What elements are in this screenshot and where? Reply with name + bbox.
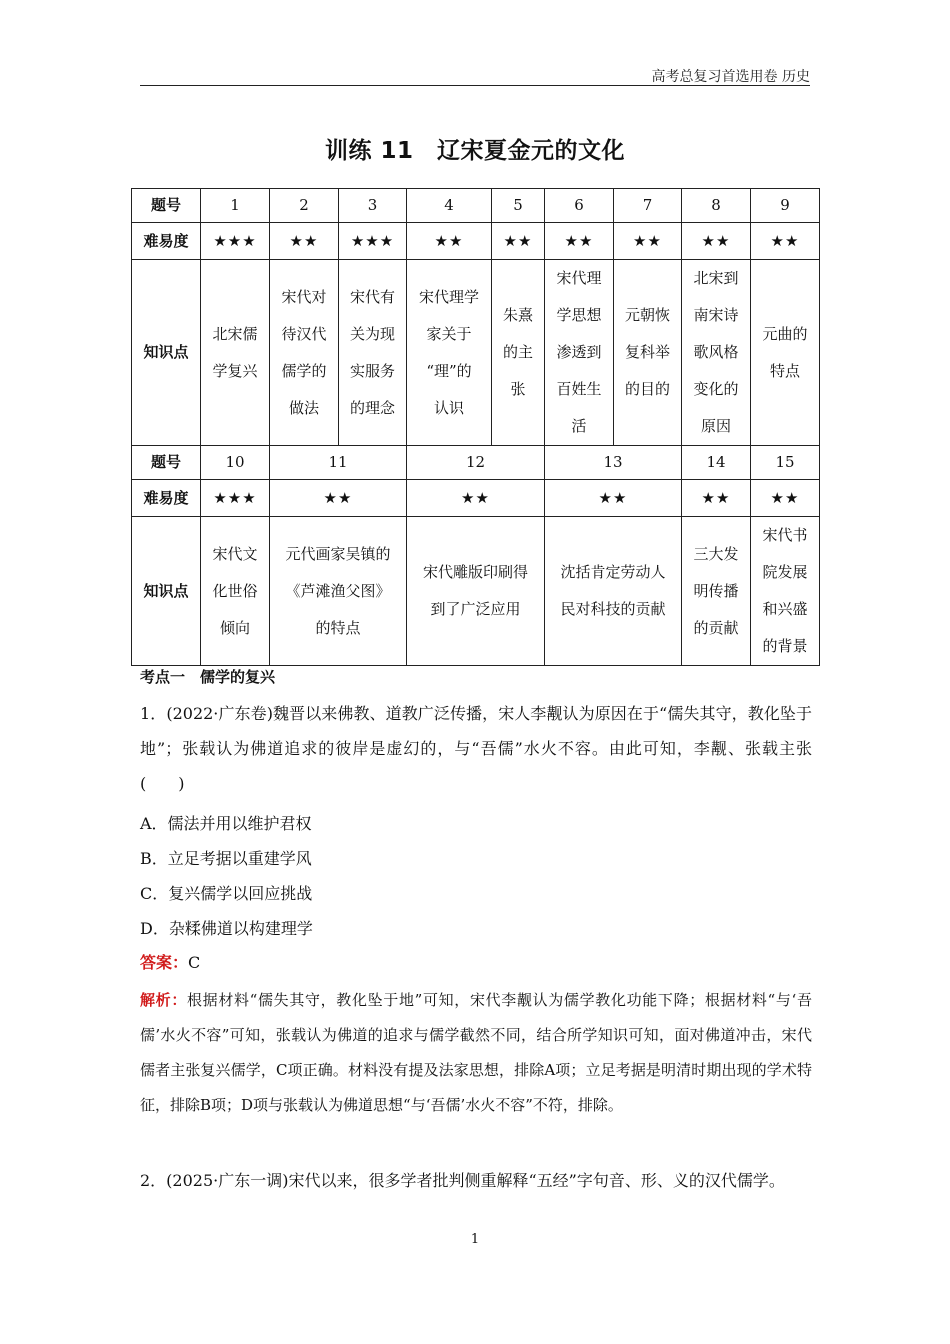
question-1-option-b: B．立足考据以重建学风 (140, 849, 312, 868)
knowledge-point-line: 关为现 (349, 324, 395, 343)
knowledge-point-cell (270, 517, 407, 666)
question-number-cell: 6 (545, 189, 614, 223)
question-1-option-c: C．复兴儒学以回应挑战 (140, 884, 313, 903)
question-1-option-a: A．儒法并用以维护君权 (140, 814, 312, 833)
knowledge-point-cell (201, 260, 270, 446)
knowledge-point-line: 的主 (502, 343, 533, 361)
difficulty-stars: ★★ (407, 223, 492, 260)
knowledge-point-line: 待汉代 (281, 324, 327, 343)
difficulty-stars: ★★★ (339, 223, 407, 260)
knowledge-point-line: “理”的 (426, 361, 472, 380)
question-number-cell: 3 (339, 189, 407, 223)
knowledge-point-line: 和兴盛 (762, 600, 808, 618)
difficulty-stars: ★★ (682, 223, 751, 260)
question-1-explanation (140, 983, 812, 1123)
knowledge-point-line: 宋代理学 (418, 287, 479, 306)
difficulty-stars: ★★ (270, 223, 339, 260)
row-label-difficulty: 难易度 (132, 480, 201, 517)
knowledge-point-line: 民对科技的贡献 (560, 600, 666, 618)
knowledge-point-line: 的目的 (624, 380, 670, 398)
question-2-stem: 2．(2025·广东一调)宋代以来，很多学者批判侧重解释“五经”字句音、形、义的汉代儒学。 (140, 1171, 785, 1190)
question-number-cell: 8 (682, 189, 751, 223)
knowledge-point-line: 《芦滩渔父图》 (285, 581, 391, 600)
knowledge-point-line: 到了广泛应用 (430, 600, 521, 618)
answer-value: C (188, 953, 201, 972)
knowledge-point-line: 张 (510, 380, 526, 398)
knowledge-point-line: 实服务 (349, 361, 395, 380)
knowledge-point-line: 宋代对 (281, 287, 327, 306)
question-number-cell: 2 (270, 189, 339, 223)
answer-label: 答案： (140, 953, 189, 972)
question-number-cell: 13 (545, 446, 682, 480)
knowledge-point-line: 元代画家吴镇的 (285, 544, 391, 563)
knowledge-point-line: 宋代书 (762, 526, 808, 544)
question-number-cell: 11 (270, 446, 407, 480)
knowledge-point-line: 学复兴 (212, 361, 258, 380)
difficulty-stars: ★★★ (201, 480, 270, 517)
knowledge-point-cell (407, 260, 492, 446)
question-number-cell: 14 (682, 446, 751, 480)
knowledge-point-line: 渗透到 (556, 343, 602, 361)
knowledge-point-line: 特点 (769, 361, 800, 380)
explain-text: 根据材料“儒失其守，教化坠于地”可知，宋代李觏认为儒学教化功能下降；根据材料“与‘吾儒’水火不容”可知，张载认为佛道的追求与儒学截然不同，结合所学知识可知，面对佛道冲击，宋代儒者主张复兴儒学，C项正确。材料没有提及法家思想，排除A项；立足考据是明清时期出现的学术特征，排除B项；D项与张载认为佛道思想“与‘吾儒’水火不容”不符，排除。 (140, 991, 812, 1114)
question-number-cell: 10 (201, 446, 270, 480)
knowledge-point-line: 宋代雕版印刷得 (422, 563, 528, 581)
question-1-option-d: D．杂糅佛道以构建理学 (140, 919, 313, 938)
knowledge-point-line: 宋代有 (349, 287, 395, 306)
knowledge-point-cell (492, 260, 545, 446)
difficulty-stars: ★★ (270, 480, 407, 517)
knowledge-point-line: 变化的 (693, 380, 739, 398)
knowledge-point-line: 做法 (288, 398, 319, 417)
difficulty-stars: ★★ (407, 480, 545, 517)
difficulty-stars: ★★ (751, 223, 820, 260)
knowledge-point-line: 沈括肯定劳动人 (560, 563, 666, 581)
knowledge-point-line: 宋代理 (556, 269, 602, 287)
table-row (132, 260, 820, 446)
knowledge-point-line: 院发展 (762, 563, 808, 581)
header-rule (140, 85, 810, 86)
page-title: 训练 11 辽宋夏金元的文化 (324, 138, 625, 164)
knowledge-point-line: 歌风格 (693, 343, 739, 361)
knowledge-point-line: 明传播 (693, 581, 739, 600)
table-row (132, 480, 820, 517)
knowledge-point-line: 百姓生 (556, 380, 602, 398)
knowledge-point-cell (751, 260, 820, 446)
question-number-cell: 5 (492, 189, 545, 223)
knowledge-point-cell (407, 517, 545, 666)
question-number-cell: 12 (407, 446, 545, 480)
table-row (132, 446, 820, 480)
knowledge-point-line: 宋代文 (212, 544, 258, 563)
difficulty-stars: ★★ (614, 223, 682, 260)
question-number-cell: 15 (751, 446, 820, 480)
row-label-knowledge: 知识点 (132, 517, 201, 666)
knowledge-point-line: 倾向 (219, 618, 250, 637)
table-row (132, 517, 820, 666)
question-number-cell: 9 (751, 189, 820, 223)
knowledge-point-line: 三大发 (693, 544, 739, 563)
knowledge-point-cell (614, 260, 682, 446)
knowledge-point-line: 的理念 (349, 398, 395, 417)
row-label-knowledge: 知识点 (132, 260, 201, 446)
knowledge-point-line: 朱熹 (502, 306, 533, 324)
knowledge-point-line: 的特点 (315, 618, 361, 637)
difficulty-stars: ★★ (545, 223, 614, 260)
knowledge-point-cell (270, 260, 339, 446)
knowledge-point-cell (751, 517, 820, 666)
difficulty-stars: ★★ (545, 480, 682, 517)
knowledge-point-cell (545, 260, 614, 446)
knowledge-point-cell (545, 517, 682, 666)
table-row (132, 223, 820, 260)
knowledge-point-line: 化世俗 (212, 581, 258, 600)
question-number-cell: 7 (614, 189, 682, 223)
knowledge-point-cell (339, 260, 407, 446)
table-row (132, 189, 820, 223)
section-heading: 考点一 儒学的复兴 (140, 668, 276, 686)
knowledge-point-line: 北宋到 (693, 269, 739, 287)
row-label-number: 题号 (132, 189, 201, 223)
question-number-cell: 4 (407, 189, 492, 223)
knowledge-point-line: 学思想 (556, 306, 602, 324)
knowledge-point-line: 元曲的 (762, 324, 808, 343)
knowledge-point-cell (201, 517, 270, 666)
difficulty-stars: ★★ (751, 480, 820, 517)
knowledge-point-line: 原因 (700, 417, 731, 435)
knowledge-point-cell (682, 260, 751, 446)
page-number: 1 (470, 1232, 480, 1247)
knowledge-point-line: 的背景 (762, 637, 808, 655)
knowledge-table (131, 188, 820, 666)
knowledge-point-cell (682, 517, 751, 666)
difficulty-stars: ★★★ (201, 223, 270, 260)
question-number-cell: 1 (201, 189, 270, 223)
knowledge-point-line: 认识 (433, 398, 464, 417)
knowledge-point-line: 的贡献 (693, 618, 739, 637)
question-1-stem: 1．(2022·广东卷)魏晋以来佛教、道教广泛传播，宋人李觏认为原因在于“儒失其守，教化坠于地”；张载认为佛道追求的彼岸是虚幻的，与“吾儒”水火不容。由此可知，李觏、张载主张( ) (140, 704, 812, 793)
knowledge-point-line: 儒学的 (281, 361, 327, 380)
row-label-number: 题号 (132, 446, 201, 480)
knowledge-point-line: 北宋儒 (212, 324, 258, 343)
row-label-difficulty: 难易度 (132, 223, 201, 260)
difficulty-stars: ★★ (682, 480, 751, 517)
question-1-answer (140, 950, 200, 973)
header-text: 高考总复习首选用卷 历史 (651, 69, 810, 85)
knowledge-point-line: 家关于 (426, 324, 472, 343)
difficulty-stars: ★★ (492, 223, 545, 260)
knowledge-point-line: 活 (571, 417, 587, 435)
knowledge-point-line: 南宋诗 (693, 306, 739, 324)
explain-label: 解析： (140, 991, 187, 1009)
knowledge-point-line: 元朝恢 (624, 306, 670, 324)
knowledge-point-line: 复科举 (624, 343, 670, 361)
